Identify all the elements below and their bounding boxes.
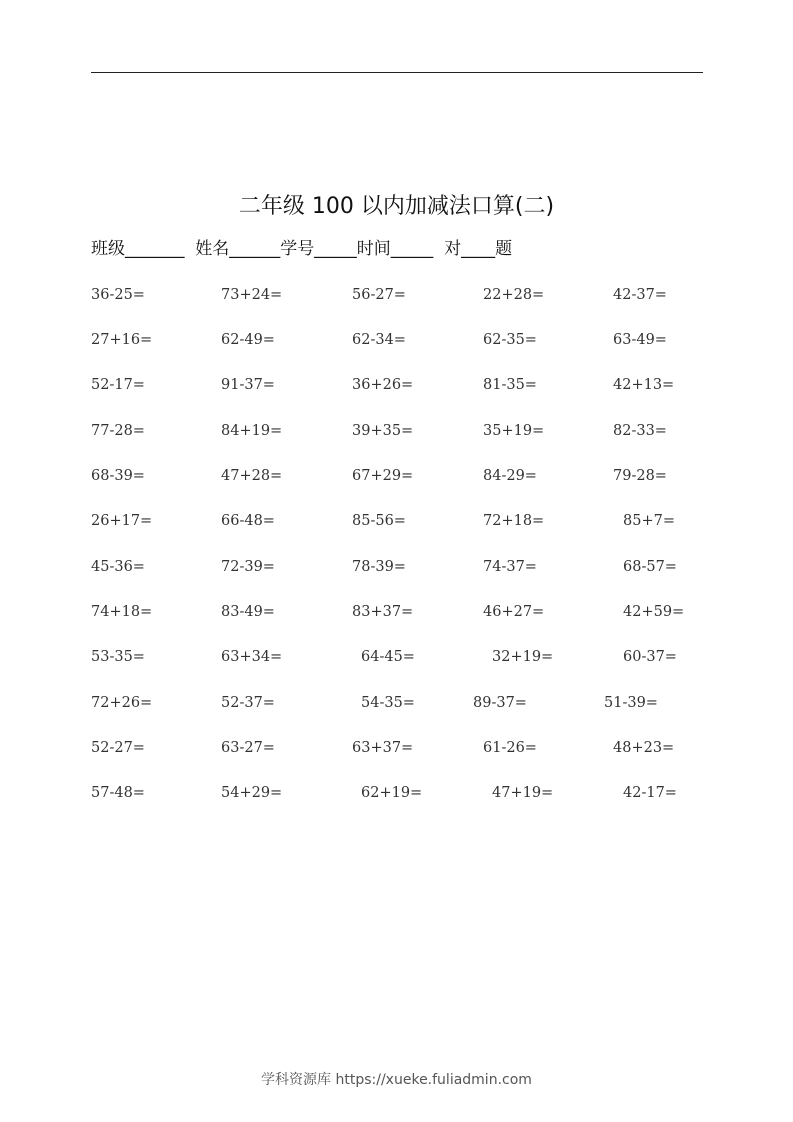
math-problem: 81-35= (483, 377, 537, 393)
math-problem: 62-49= (221, 332, 275, 348)
math-problem: 52-27= (91, 740, 145, 756)
math-problem: 62-34= (352, 332, 406, 348)
math-problem: 74-37= (483, 559, 537, 575)
math-problem: 68-39= (91, 468, 145, 484)
math-problem: 66-48= (221, 513, 275, 529)
math-problem: 42+59= (623, 604, 685, 620)
math-problem: 68-57= (623, 559, 677, 575)
worksheet-title: 二年级 100 以内加减法口算(二) (238, 194, 555, 219)
math-problem: 22+28= (483, 287, 545, 303)
math-problem: 64-45= (361, 649, 415, 665)
footer-site-name: 学科资源库 (261, 1072, 332, 1088)
math-problem: 72+18= (483, 513, 545, 529)
math-problem: 39+35= (352, 423, 414, 439)
math-problem: 84-29= (483, 468, 537, 484)
math-problem: 51-39= (604, 695, 658, 711)
math-problem: 57-48= (91, 785, 145, 801)
math-problem: 60-37= (623, 649, 677, 665)
header-rule (91, 72, 703, 73)
math-problem: 84+19= (221, 423, 283, 439)
math-problem: 48+23= (613, 740, 675, 756)
math-problem: 36+26= (352, 377, 414, 393)
math-problem: 26+17= (91, 513, 153, 529)
math-problem: 52-17= (91, 377, 145, 393)
math-problem: 83-49= (221, 604, 275, 620)
math-problem: 27+16= (91, 332, 153, 348)
math-problem: 72+26= (91, 695, 153, 711)
math-problem: 42-17= (623, 785, 677, 801)
math-problem: 73+24= (221, 287, 283, 303)
footer (0, 1069, 793, 1091)
student-info-line: 班级_______ 姓名______学号_____时间_____ 对____题 (91, 239, 513, 259)
math-problem: 62+19= (361, 785, 423, 801)
math-problem: 53-35= (91, 649, 145, 665)
math-problem: 77-28= (91, 423, 145, 439)
math-problem: 82-33= (613, 423, 667, 439)
math-problem: 32+19= (492, 649, 554, 665)
math-problem: 56-27= (352, 287, 406, 303)
math-problem: 42+13= (613, 377, 675, 393)
math-problem: 36-25= (91, 287, 145, 303)
math-problem: 83+37= (352, 604, 414, 620)
math-problem: 54-35= (361, 695, 415, 711)
math-problem: 62-35= (483, 332, 537, 348)
math-problem: 61-26= (483, 740, 537, 756)
math-problem: 79-28= (613, 468, 667, 484)
math-problem: 35+19= (483, 423, 545, 439)
math-problem: 91-37= (221, 377, 275, 393)
math-problem: 45-36= (91, 559, 145, 575)
math-problem: 46+27= (483, 604, 545, 620)
math-problem: 47+19= (492, 785, 554, 801)
math-problem: 47+28= (221, 468, 283, 484)
math-problem: 89-37= (473, 695, 527, 711)
math-problem: 85+7= (623, 513, 675, 529)
math-problem: 78-39= (352, 559, 406, 575)
math-problem: 52-37= (221, 695, 275, 711)
math-problem: 72-39= (221, 559, 275, 575)
math-problem: 67+29= (352, 468, 414, 484)
math-problem: 63-27= (221, 740, 275, 756)
math-problem: 85-56= (352, 513, 406, 529)
math-problem: 74+18= (91, 604, 153, 620)
math-problem: 63-49= (613, 332, 667, 348)
footer-url: https://xueke.fuliadmin.com (335, 1072, 532, 1088)
math-problem: 63+37= (352, 740, 414, 756)
math-problem: 63+34= (221, 649, 283, 665)
math-problem: 42-37= (613, 287, 667, 303)
math-problem: 54+29= (221, 785, 283, 801)
